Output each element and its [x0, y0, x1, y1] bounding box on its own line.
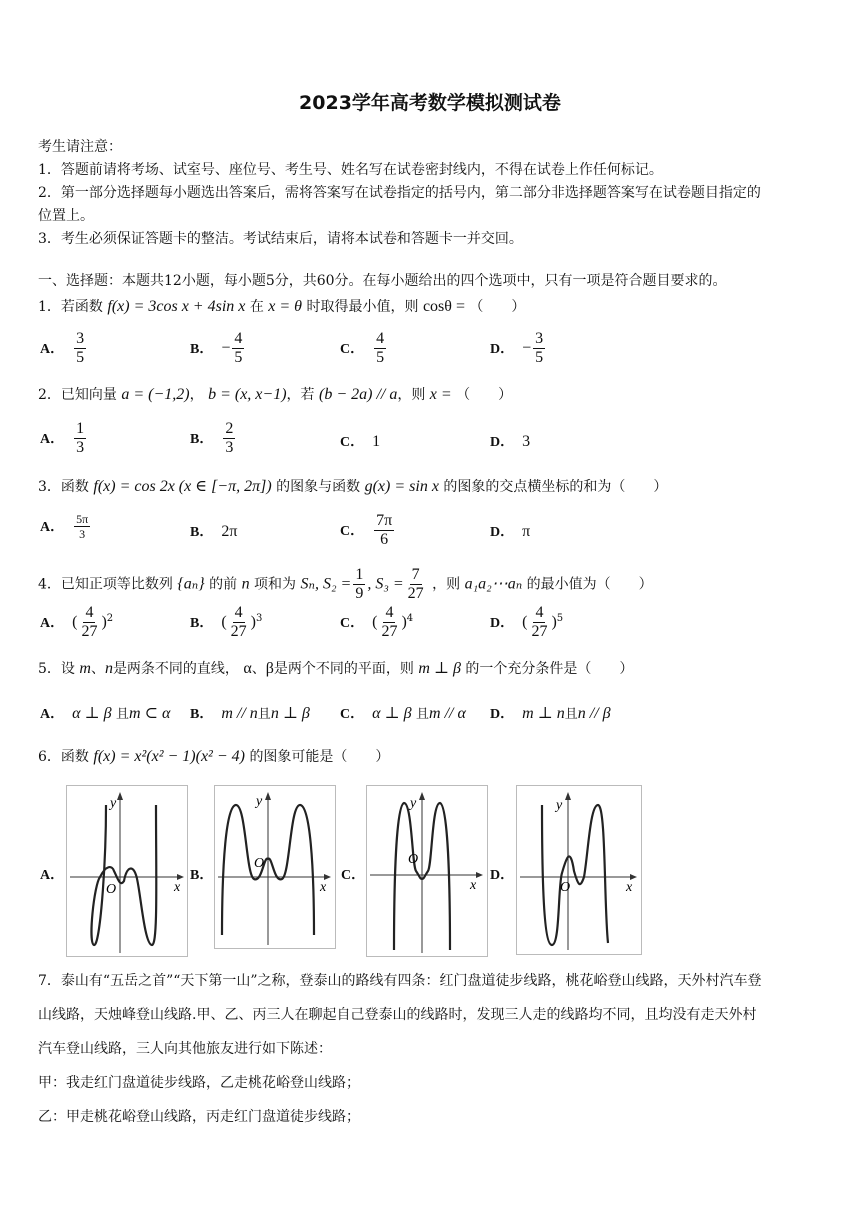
notice-item-1: 1．答题前请将考场、试室号、座位号、考生号、姓名写在试卷密封线内，不得在试卷上作任何标记。: [38, 162, 663, 178]
q6-b-y-label: y: [256, 794, 263, 809]
q1-a-num: 3: [76, 330, 85, 347]
q6-c-x-label: x: [470, 878, 477, 893]
q3-option-c[interactable]: C． $\frac{7\pi}{6}$: [340, 512, 393, 548]
q2-vector-a: a = (−1,2): [121, 386, 190, 403]
q6-a-x-label: x: [174, 880, 181, 895]
question-7-line-1: 7．泰山有“五岳之首”“天下第一山”之称，登泰山的路线有四条：红门盘道徒步线路，桃花峪登山线路，天外村汽车登: [38, 973, 762, 989]
question-6: 6．函数 f(x) = x²(x² − 1)(x² − 4) 的图象可能是（ ）: [38, 748, 390, 765]
question-2: 2．已知向量 a = (−1,2)， b = (x, x−1)，若 (b − 2a) // a，则 x = （ ）: [38, 386, 513, 403]
q3-option-b[interactable]: B． 2π: [190, 523, 238, 540]
q5-option-b[interactable]: B． m // n且n ⊥ β: [190, 705, 310, 722]
q6-graph-a[interactable]: [66, 785, 188, 957]
page-title: 2023学年高考数学模拟测试卷: [299, 92, 561, 114]
q1-option-a[interactable]: [40, 330, 88, 367]
q4-option-d[interactable]: D． ( $\frac{4}{27}$ )$^5$: [490, 604, 564, 640]
q1-ask: cosθ =: [422, 298, 465, 315]
q2-num: 2．已知向量: [38, 387, 117, 403]
q1-option-b-label: B．: [190, 341, 214, 357]
question-5: 5．设 m、n是两条不同的直线， α、β是两个不同的平面，则 m ⊥ β 的一个充分条件是（ ）: [38, 660, 634, 677]
q6-option-c-label: C．: [341, 868, 366, 883]
question-4: 4．已知正项等比数列 {aₙ} 的前 n 项和为 Sₙ, S₂ = $\frac{1}{9}$ , S₃ = $\frac{7}{27}$ ，则 a₁a₂⋯aₙ 的最小值为（ ）: [38, 566, 653, 602]
q6-graph-b[interactable]: [214, 785, 336, 949]
q1-option-c-label: C．: [340, 341, 365, 357]
q1-paren: （ ）: [469, 299, 526, 315]
q2-vector-b: b = (x, x−1): [208, 386, 287, 403]
q1-a-den: 5: [76, 349, 85, 366]
notice-item-2-cont: 位置上。: [38, 208, 94, 224]
q1-b-den: 5: [234, 349, 243, 366]
q1-cond: x = θ: [268, 298, 303, 315]
q1-mid: 在: [249, 299, 264, 315]
q1-option-c[interactable]: [340, 330, 388, 367]
q1-expr: f(x) = 3cos x + 4sin x: [107, 298, 246, 315]
q2-option-a[interactable]: A． $\frac{1}{3}$: [40, 420, 85, 456]
question-7-line-4: 甲：我走红门盘道徒步线路，乙走桃花峪登山线路；: [38, 1075, 360, 1091]
q5-option-d[interactable]: D． m ⊥ n且n // β: [490, 705, 611, 722]
q6-a-origin-label: O: [106, 882, 117, 897]
q1-option-b[interactable]: B． − $\frac{4}{5}$: [190, 330, 243, 366]
question-7-line-3: 汽车登山线路，三人向其他旅友进行如下陈述：: [38, 1041, 332, 1057]
question-1: [38, 296, 525, 318]
q6-option-b-label: B．: [190, 868, 214, 883]
q3-g: g(x) = sin x: [364, 478, 439, 495]
q6-d-y-label: y: [556, 798, 563, 813]
q1-d-den: 5: [535, 349, 544, 366]
q1-option-d-label: D．: [490, 341, 515, 357]
question-3: 3．函数 f(x) = cos 2x (x ∈ [−π, 2π]) 的图象与函数 g(x) = sin x 的图象的交点横坐标的和为（ ）: [38, 478, 668, 495]
q6-expr: f(x) = x²(x² − 1)(x² − 4): [93, 748, 245, 765]
q1-d-num: 3: [535, 330, 544, 347]
notice-item-3: 3．考生必须保证答题卡的整洁。考试结束后，请将本试卷和答题卡一并交回。: [38, 231, 523, 247]
notice-heading: 考生请注意：: [38, 139, 122, 155]
q3-option-d[interactable]: D． π: [490, 523, 531, 540]
q6-b-x-label: x: [320, 880, 327, 895]
q6-b-origin-label: O: [254, 856, 265, 871]
q6-option-d-label: D．: [490, 868, 515, 883]
q6-c-origin-label: O: [408, 852, 419, 867]
q6-d-x-label: x: [626, 880, 633, 895]
question-7-line-5: 乙：甲走桃花峪登山线路，丙走红门盘道徒步线路；: [38, 1109, 360, 1125]
question-7-line-2: 山线路，天烛峰登山线路.甲、乙、丙三人在聊起自己登泰山的线路时，发现三人走的线路均不同，且均没有走天外村: [38, 1007, 757, 1023]
q5-option-c[interactable]: C． α ⊥ β 且m // α: [340, 705, 466, 722]
q2-option-c[interactable]: C． 1: [340, 433, 381, 450]
q1-c-num: 4: [376, 330, 385, 347]
q1-b-num: 4: [234, 330, 243, 347]
q6-d-origin-label: O: [560, 880, 571, 895]
q3-f: f(x) = cos 2x (x ∈ [−π, 2π]): [93, 478, 272, 495]
q6-option-a-label: A．: [40, 868, 65, 883]
q6-c-y-label: y: [410, 796, 417, 811]
q4-option-b[interactable]: B． ( $\frac{4}{27}$ )$^3$: [190, 604, 263, 640]
q4-option-c[interactable]: C． ( $\frac{4}{27}$ )$^4$: [340, 604, 414, 640]
q2-option-b[interactable]: B． $\frac{2}{3}$: [190, 420, 234, 456]
q6-a-y-label: y: [110, 796, 117, 811]
q2-ask: x =: [429, 386, 452, 403]
q2-cond: (b − 2a) // a: [318, 386, 398, 403]
q1-tail: 时取得最小值，则: [306, 299, 419, 315]
q2-option-d[interactable]: D． 3: [490, 433, 531, 450]
q5-option-a[interactable]: A． α ⊥ β 且m ⊂ α: [40, 705, 171, 722]
q1-num: 1．若函数: [38, 299, 103, 315]
notice-item-2: 2．第一部分选择题每小题选出答案后，需将答案写在试卷指定的括号内，第二部分非选择题答案写在试卷题目指定的: [38, 185, 761, 201]
q6-graph-d[interactable]: [516, 785, 642, 955]
q1-option-a-label: A．: [40, 341, 65, 357]
q1-c-den: 5: [376, 349, 385, 366]
q4-option-a[interactable]: A． ( $\frac{4}{27}$ )$^2$: [40, 604, 114, 640]
q3-option-a[interactable]: A． $\frac{5\pi}{3}$: [40, 512, 89, 541]
q2-paren: （ ）: [456, 387, 513, 403]
q6-graph-c[interactable]: [366, 785, 488, 957]
q1-option-d[interactable]: D． − $\frac{3}{5}$: [490, 330, 544, 366]
section-heading: 一、选择题：本题共12小题，每小题5分，共60分。在每小题给出的四个选项中，只有一项是符合题目要求的。: [38, 273, 727, 289]
